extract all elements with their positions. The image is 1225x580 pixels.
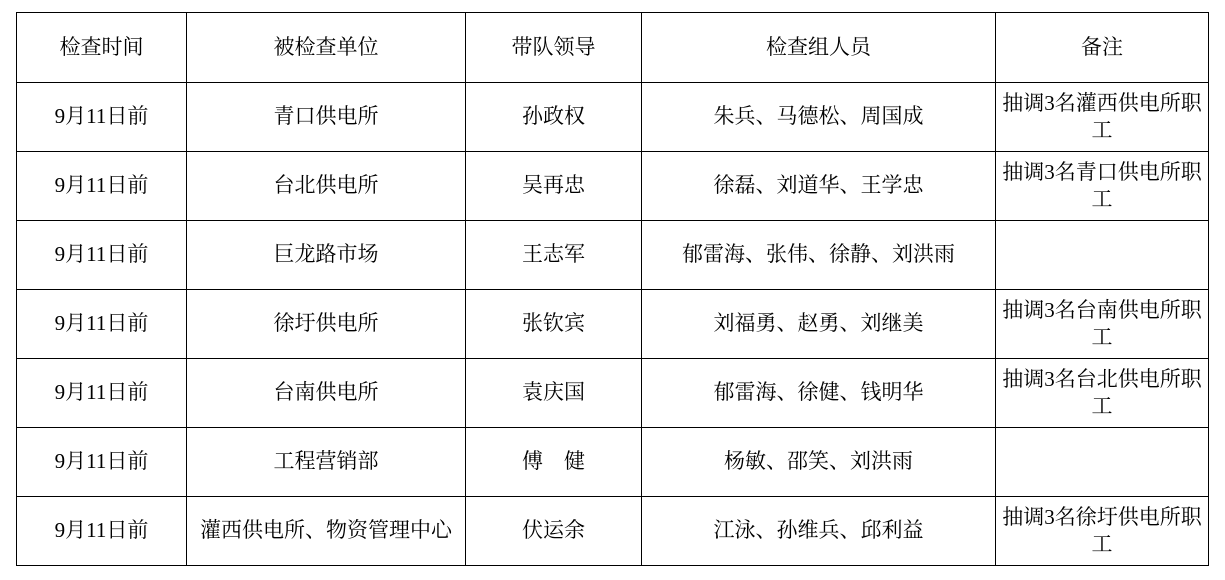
cell-inspection-time: 9月11日前 [17,290,187,359]
cell-team-leader: 吴再忠 [466,152,642,221]
table-header-row [17,13,1209,83]
cell-remark: 抽调3名台北供电所职工 [996,359,1209,428]
cell-inspection-team: 徐磊、刘道华、王学忠 [642,152,996,221]
inspection-schedule-table [16,12,1209,566]
cell-inspection-time: 9月11日前 [17,83,187,152]
cell-remark: 抽调3名青口供电所职工 [996,152,1209,221]
table-row [17,83,1209,152]
cell-remark: 抽调3名灌西供电所职工 [996,83,1209,152]
cell-team-leader: 孙政权 [466,83,642,152]
cell-inspected-unit: 灌西供电所、物资管理中心 [187,497,466,566]
cell-inspection-team: 江泳、孙维兵、邱利益 [642,497,996,566]
cell-remark: 抽调3名徐圩供电所职工 [996,497,1209,566]
cell-inspected-unit: 徐圩供电所 [187,290,466,359]
cell-team-leader: 傅 健 [466,428,642,497]
cell-inspection-team: 刘福勇、赵勇、刘继美 [642,290,996,359]
cell-inspection-time: 9月11日前 [17,497,187,566]
cell-inspection-time: 9月11日前 [17,359,187,428]
cell-team-leader: 张钦宾 [466,290,642,359]
cell-inspection-time: 9月11日前 [17,428,187,497]
table-row [17,152,1209,221]
header-inspection-team: 检查组人员 [642,13,996,83]
cell-remark [996,428,1209,497]
cell-inspection-team: 杨敏、邵笑、刘洪雨 [642,428,996,497]
cell-team-leader: 王志军 [466,221,642,290]
cell-inspected-unit: 台北供电所 [187,152,466,221]
header-inspection-time: 检查时间 [17,13,187,83]
cell-inspection-team: 郁雷海、张伟、徐静、刘洪雨 [642,221,996,290]
header-inspected-unit: 被检查单位 [187,13,466,83]
cell-inspection-team: 朱兵、马德松、周国成 [642,83,996,152]
table-row [17,359,1209,428]
header-team-leader: 带队领导 [466,13,642,83]
table-row [17,428,1209,497]
table-row [17,497,1209,566]
cell-inspected-unit: 工程营销部 [187,428,466,497]
cell-inspected-unit: 青口供电所 [187,83,466,152]
table-row [17,290,1209,359]
cell-remark [996,221,1209,290]
cell-team-leader: 伏运余 [466,497,642,566]
cell-inspected-unit: 台南供电所 [187,359,466,428]
cell-inspection-team: 郁雷海、徐健、钱明华 [642,359,996,428]
cell-remark: 抽调3名台南供电所职工 [996,290,1209,359]
cell-team-leader: 袁庆国 [466,359,642,428]
header-remark: 备注 [996,13,1209,83]
cell-inspected-unit: 巨龙路市场 [187,221,466,290]
cell-inspection-time: 9月11日前 [17,152,187,221]
table-row [17,221,1209,290]
cell-inspection-time: 9月11日前 [17,221,187,290]
